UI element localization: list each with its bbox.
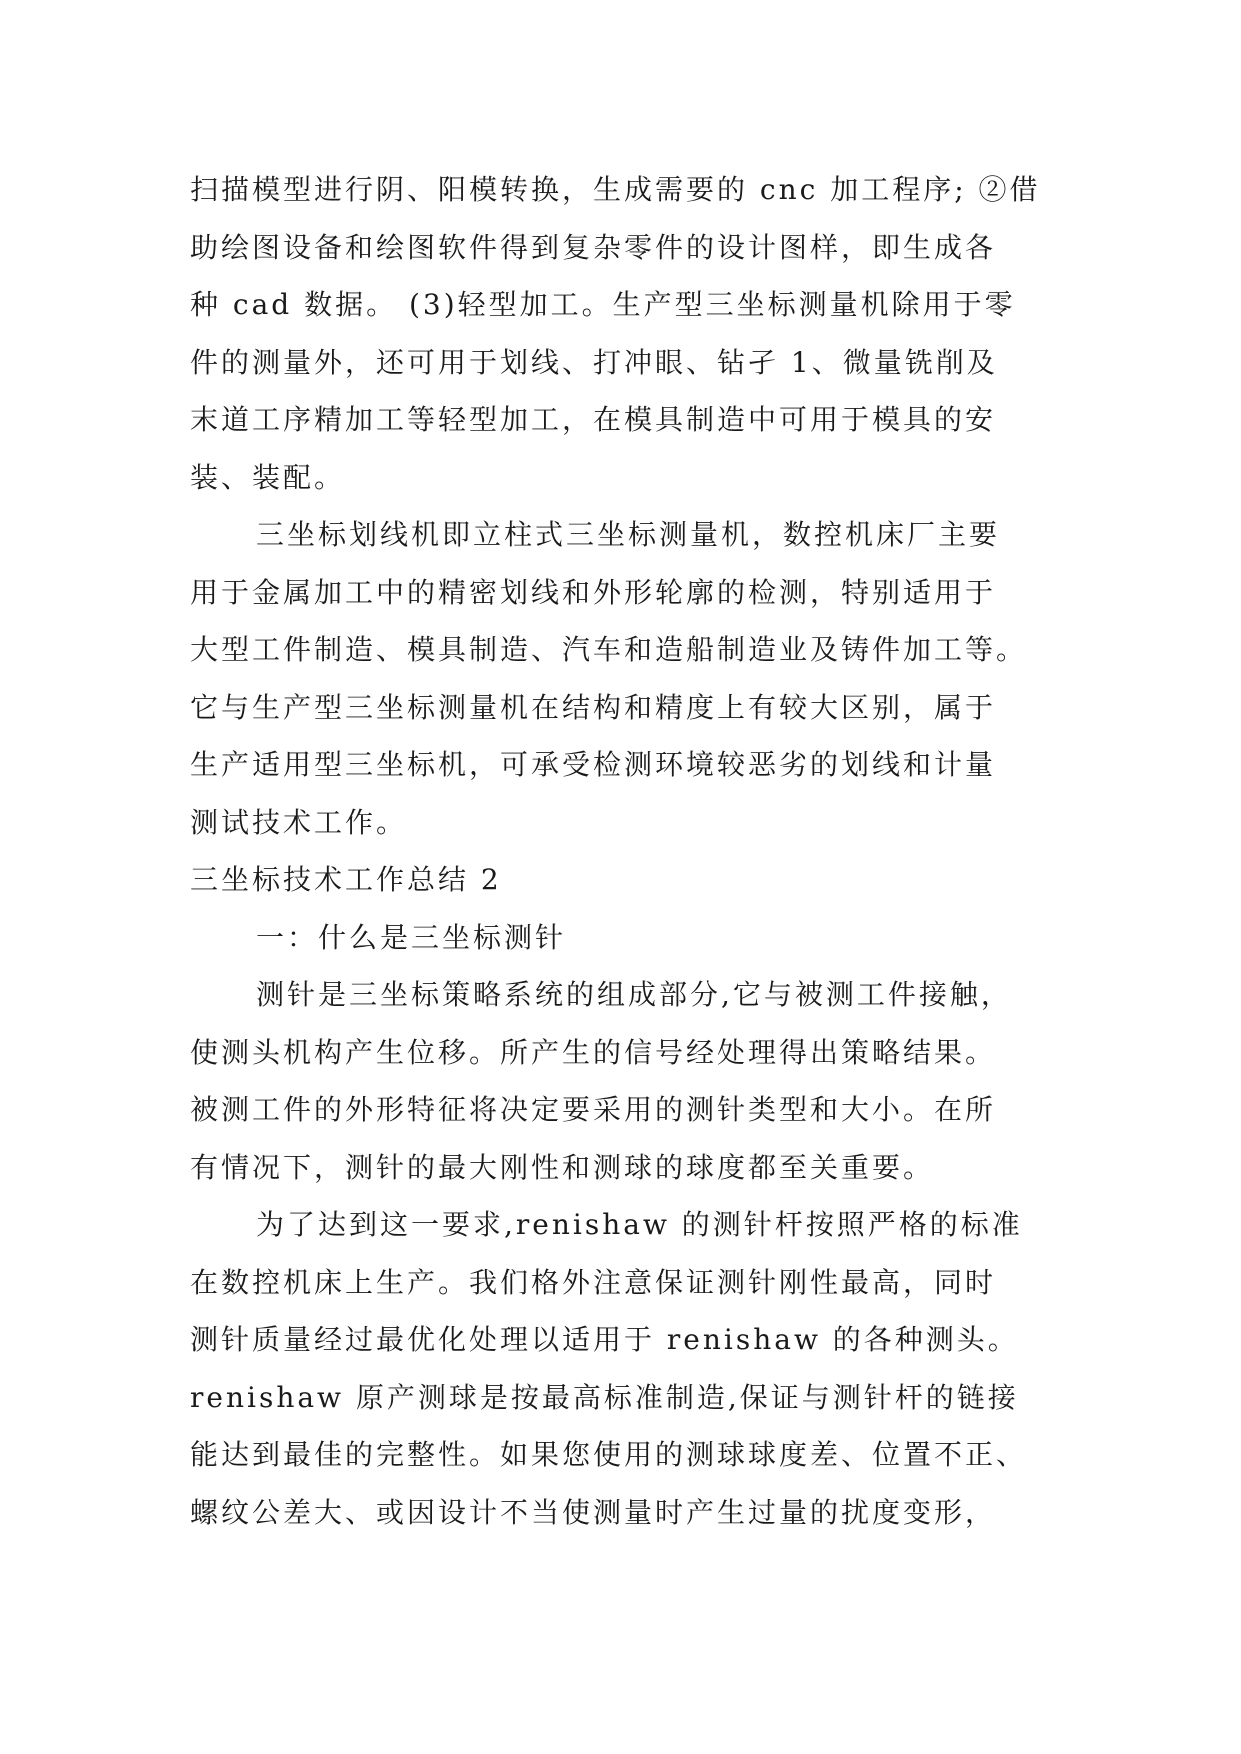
text-line: 件的测量外，还可用于划线、打冲眼、钻孑 1、微量铣削及 [190, 346, 998, 379]
text-line: 它与生产型三坐标测量机在结构和精度上有较大区别，属于 [190, 691, 997, 724]
text-line: 测试技术工作。 [190, 806, 408, 839]
text-line: 助绘图设备和绘图软件得到复杂零件的设计图样，即生成各 [190, 231, 997, 264]
text-line: 生产适用型三坐标机，可承受检测环境较恶劣的划线和计量 [190, 748, 997, 781]
text-line: 测针质量经过最优化处理以适用于 renishaw 的各种测头。 [190, 1323, 1019, 1356]
paragraph-first-line: 测针是三坐标策略系统的组成部分,它与被测工件接触， [256, 978, 1012, 1011]
text-line: 装、装配。 [190, 461, 346, 494]
text-line: 使测头机构产生位移。所产生的信号经处理得出策略结果。 [190, 1036, 997, 1069]
text-line: 有情况下，测针的最大刚性和测球的球度都至关重要。 [190, 1151, 935, 1184]
text-line: 用于金属加工中的精密划线和外形轮廓的检测，特别适用于 [190, 576, 997, 609]
text-line: 被测工件的外形特征将决定要采用的测针类型和大小。在所 [190, 1093, 997, 1126]
text-line: 种 cad 数据。 (3)轻型加工。生产型三坐标测量机除用于零 [190, 288, 1016, 321]
text-line: 末道工序精加工等轻型加工，在模具制造中可用于模具的安 [190, 403, 997, 436]
subsection-heading: 一：什么是三坐标测针 [256, 921, 567, 954]
text-line: 螺纹公差大、或因设计不当使测量时产生过量的扰度变形， [190, 1496, 997, 1529]
text-line: 能达到最佳的完整性。如果您使用的测球球度差、位置不正、 [190, 1438, 1028, 1471]
paragraph-first-line: 为了达到这一要求,renishaw 的测针杆按照严格的标准 [256, 1208, 1023, 1241]
text-line: 大型工件制造、模具制造、汽车和造船制造业及铸件加工等。 [190, 633, 1028, 666]
text-line: renishaw 原产测球是按最高标准制造,保证与测针杆的链接 [190, 1381, 1019, 1414]
text-line: 在数控机床上生产。我们格外注意保证测针刚性最高，同时 [190, 1266, 997, 1299]
section-heading: 三坐标技术工作总结 2 [190, 863, 502, 896]
paragraph-first-line: 三坐标划线机即立柱式三坐标测量机，数控机床厂主要 [256, 518, 1001, 551]
text-line: 扫描模型进行阴、阳模转换，生成需要的 cnc 加工程序; ②借 [190, 173, 1041, 206]
